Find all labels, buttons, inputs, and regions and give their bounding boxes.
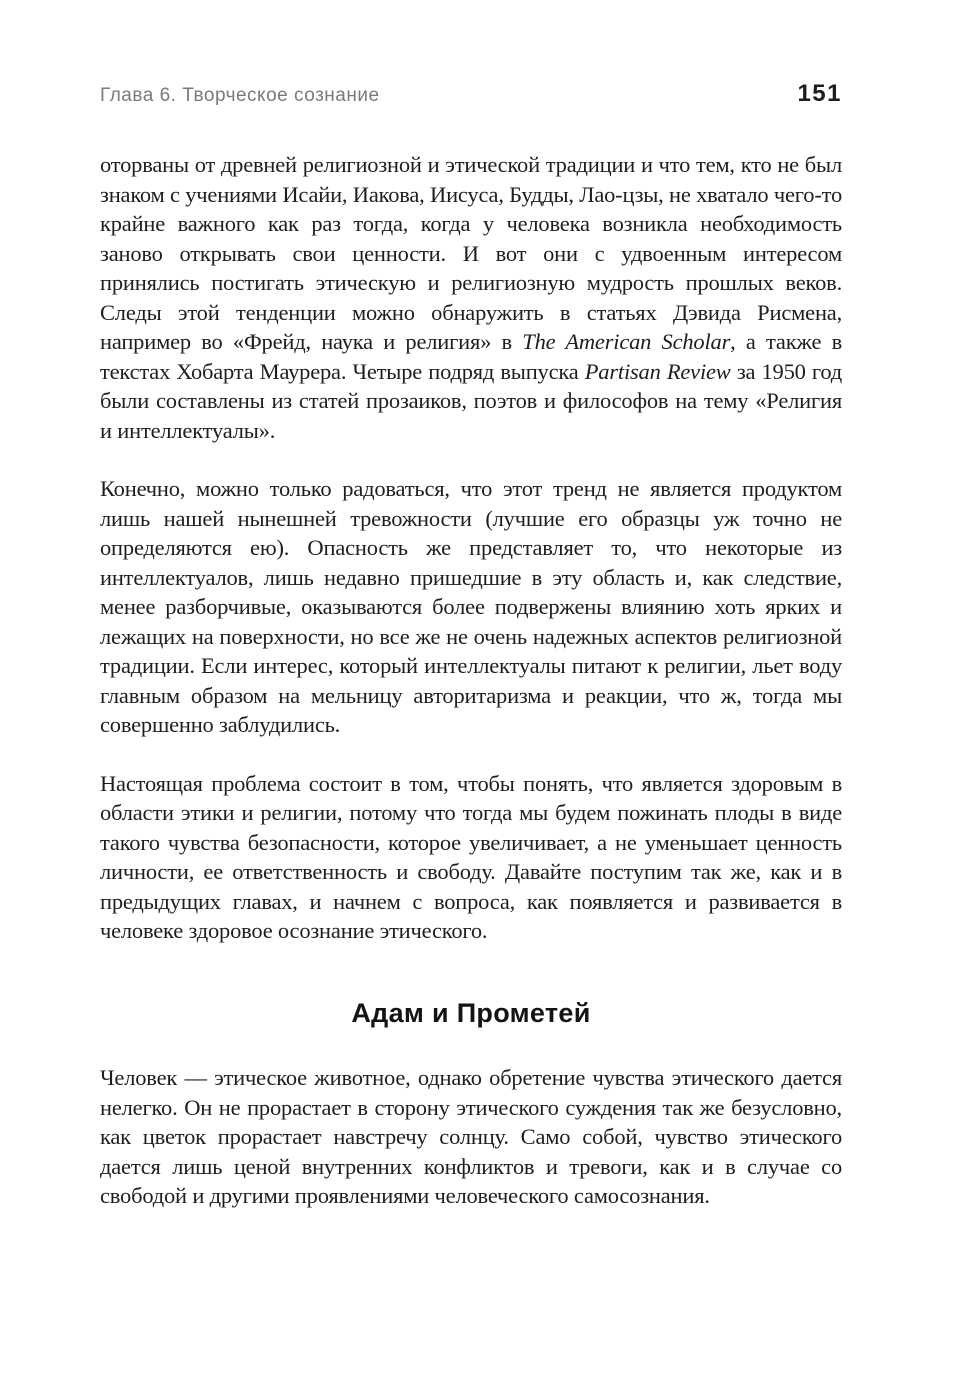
text-run: оторваны от древней религиозной и этической традиции и что тем, кто не был знаком с учениями Исайи, Иакова, Иисуса, Будды, Лао-цзы, не хватало чего-то крайне важного как раз тогда, когда у человека возникла необходимость заново открывать свои ценности. И вот они с удвоенным интересом принялись постигать этическую и религиозную мудрость прошлых веков. Следы этой тенденции можно обнаружить в статьях Дэвида Рисмена, например во «Фрейд, наука и религия» в [100, 152, 842, 354]
italic-text-run: The American Scholar [522, 329, 731, 354]
text-run: , а также в текстах Хобарта Маурера. Четыре подряд выпуска [100, 329, 843, 384]
running-header [100, 80, 842, 108]
chapter-title: Глава 6. Творческое сознание [100, 85, 380, 106]
paragraph [100, 769, 842, 946]
text-run: Конечно, можно только радоваться, что этот тренд не является продуктом лишь нашей нынешней тревожности (лучшие его образцы уж точно не определяются ею). Опасность же представляет то, что некоторые из интеллектуалов, лишь недавно пришедшие в эту область и, как следствие, менее разборчивые, оказываются более подвержены влиянию хоть ярких и лежащих на поверхности, но все же не очень надежных аспектов религиозной традиции. Если интерес, который интеллектуалы питают к религии, льет воду главным образом на мельницу авторитаризма и реакции, что ж, тогда мы совершенно заблудились. [100, 476, 842, 737]
paragraph [100, 474, 842, 740]
page-number: 151 [797, 80, 842, 107]
paragraph [100, 1063, 842, 1211]
text-run: Человек — этическое животное, однако обретение чувства этического дается нелегко. Он не прорастает в сторону этического суждения так же безусловно, как цветок прорастает навстречу солнцу. Само собой, чувство этического дается лишь ценой внутренних конфликтов и тревоги, как и в случае со свободой и другими проявлениями человеческого самосознания. [100, 1065, 842, 1208]
paragraph [100, 150, 842, 445]
text-run: Настоящая проблема состоит в том, чтобы понять, что является здоровым в области этики и религии, потому что тогда мы будем пожинать плоды в виде такого чувства безопасности, которое увеличивает, а не уменьшает ценность личности, ее ответственность и свободу. Давайте поступим так же, как и в предыдущих главах, и начнем с вопроса, как появляется и развивается в человеке здоровое осознание этического. [100, 770, 842, 943]
text-run: за 1950 год были составлены из статей прозаиков, поэтов и философов на тему «Религия и интеллектуалы». [100, 358, 842, 443]
page-body [100, 150, 842, 1211]
section-heading: Адам и Прометей [351, 997, 591, 1028]
italic-text-run: Partisan Review [584, 358, 731, 384]
